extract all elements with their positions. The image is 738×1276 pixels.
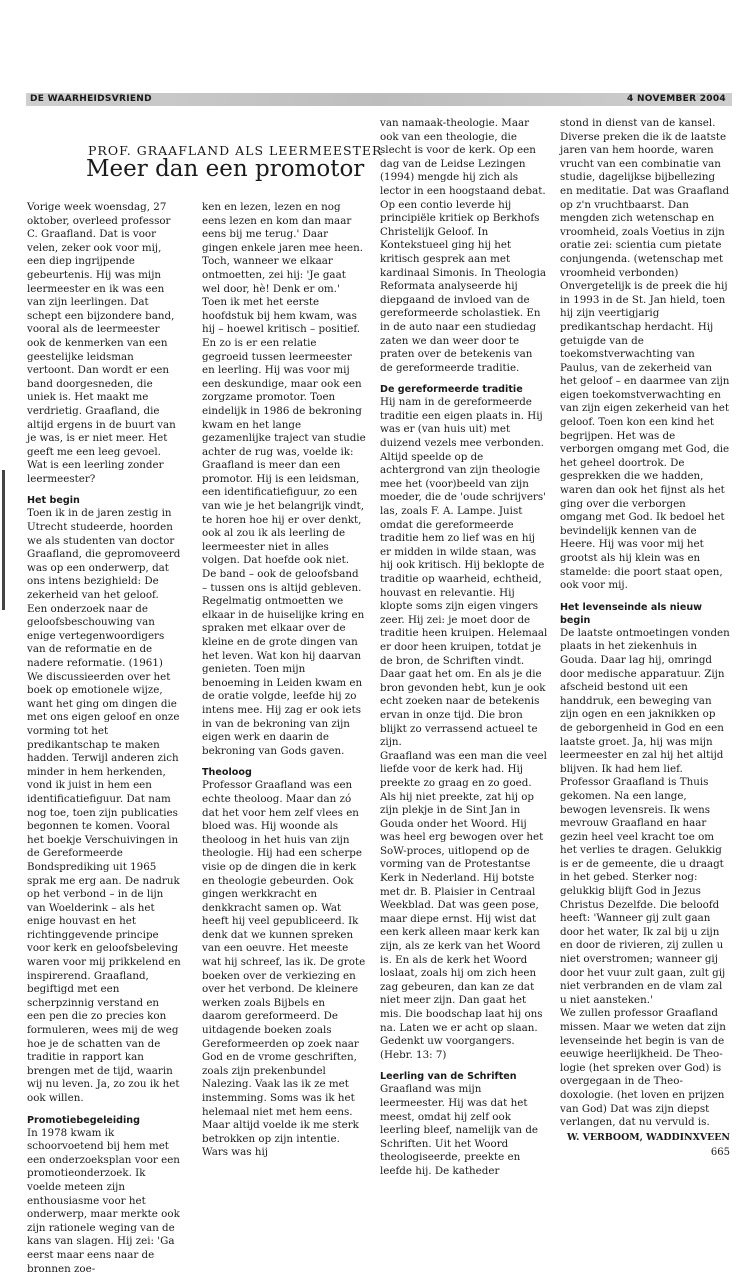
publication-name: DE WAARHEIDSVRIEND xyxy=(30,94,152,104)
article-title: Meer dan een promotor xyxy=(86,156,365,182)
intro-paragraph: Vorige week woensdag, 27 oktober, overleed professor C. Graafland. Dat is voor velen, zeker ook voor mij, een diep ingrijpende gebeurtenis. Hij was mijn leermeester en ik was een van zijn leerlingen. Dat schept een bijzondere band, vooral als de leermeester ook de kenmerken van een geestelijke leidsman vertoont. Dan wordt er een band doorgesneden, die uniek is. Het maakt me verdrietig. Graafland, die altijd ergens in de buurt van je was, is er niet meer. Het geeft me een leeg gevoel. Wat is een leerling zonder leermeester? xyxy=(27,201,176,485)
col4-paragraph-2: Onvergetelijk is de preek die hij in 1993 in de St. Jan hield, toen hij zijn veertigjarig predikantschap herdacht. Hij getuigde van de toekomstverwachting van Paulus, van de zekerheid van het geloof – en daarmee van zijn eigen toekomstverwachting en van zijn eigen zekerheid van het geloof. Toen kon een kind het begrijpen. Het was de verborgen omgang met God, die het geheel doortrok. De gesprekken die we hadden, waren dan ook het fijnst als het ging over die verborgen omgang met God. Ik bedoel het bevindelijk kennen van de Heere. Hij was voor mij het grootst als hij klein was en stamelde: die poort staat open, ook voor mij. xyxy=(560,280,730,592)
begin-paragraph: Toen ik in de jaren zestig in Utrecht studeerde, hoorden we als studenten van doctor Graafland, die gepromoveerd was op een onderwerp, dat ons intens bezighield: De zekerheid van het geloof. Een onderzoek naar de geloofsbeschouwing van enige vertegenwoordigers van de reformatie en de nadere reformatie. (1961) We discussieerden over het boek op emotionele wijze, want het ging om dingen die met ons eigen geloof en onze vorming tot het predikantschap te maken hadden. Terwijl anderen zich minder in hem herkenden, vond ik juist in hem een identificatiefiguur. Dat nam nog toe, toen zijn publicaties begonnen te komen. Vooral het boekje Verschuivingen in de Gereformeerde Bondsprediking uit 1965 sprak me erg aan. De nadruk op het verbond – in de lijn van Woelderink – als het enige houvast en het richtinggevende principe voor kerk en geloofsbeleving waren voor mij prikkelend en inspirerend. Graafland, begiftigd met een scherpzinnig verstand en een pen die zo precies kon formuleren, wees mij de weg hoe je de schatten van de traditie in rapport kan brengen met de tijd, waarin wij nu leven. Ja, zo zou ik het ook willen. xyxy=(27,507,181,1104)
col4-paragraph-1: stond in dienst van de kansel. Diverse preken die ik de laatste jaren van hem hoorde, waren vrucht van een combinatie van studie, dagelijkse bijbellezing en meditatie. Dat was Graafland op z'n vruchtbaarst. Dan mengden zich wetenschap en vroomheid, zoals Voetius in zijn oratie zei: scientia cum pietate conjungenda. (wetenschap met vroomheid verbonden) xyxy=(560,117,730,279)
col4-paragraph-3: We zullen professor Graafland missen. Maar we weten dat zijn levenseinde het begin is van de eeuwige heerlijkheid. De Theo-logie (het spreken over God) is overgegaan in de Theo-doxologie. (het loven en prijzen van God) Dat was zijn diepst verlangen, dat nu vervuld is. xyxy=(560,1007,726,1129)
promotie-paragraph: In 1978 kwam ik schoorvoetend bij hem met een onderzoeksplan voor een promotieonderzoek. Ik voelde meteen zijn enthousiasme voor het onderwerp, maar merkte ook zijn rationele weging van de kans van slagen. Hij zei: 'Ga eerst maar eens naar de bronnen zoe- xyxy=(27,1126,180,1275)
column-4 xyxy=(560,117,730,1160)
subheading-theoloog: Theoloog xyxy=(202,767,252,779)
subheading-promotiebegeleiding: Promotiebegeleiding xyxy=(27,1114,141,1126)
col2-paragraph-2: De band – ook de geloofsband – tussen ons is altijd gebleven. Regelmatig ontmoetten we elkaar in de huiselijke kring en spraken met elkaar over de kleine en de grote dingen van het leven. Wat kon hij daarvan genieten. Toen mijn benoeming in Leiden kwam en de oratie volgde, leefde hij zo intens mee. Hij zag er ook iets in van de bekroning van zijn eigen werk en daarin de bekroning van Gods gaven. xyxy=(202,568,365,757)
subheading-leerling: Leerling van de Schriften xyxy=(380,1071,517,1083)
levenseinde-paragraph: De laatste ontmoetingen vonden plaats in het ziekenhuis in Gouda. Daar lag hij, omringd door medische apparatuur. Zijn afscheid bestond uit een handdruk, een beweging van zijn ogen en een jaknikken op de geborgenheid in God en een laatste groet. Ja, hij was mijn leermeester en zal hij het altijd blijven. Ik had hem lief. Professor Graafland is Thuis gekomen. Na een lange, bewogen levensreis. Ik wens mevrouw Graafland en haar gezin heel veel kracht toe om het verlies te dragen. Gelukkig is er de gemeente, die u draagt in het gebed. Sterker nog: gelukkig blijft God in Jezus Christus Dezelfde. Die beloofd heeft: 'Wanneer gij zult gaan door het water, Ik zal bij u zijn en door de rivieren, zij zullen u niet overstromen; wanneer gij door het vuur zult gaan, zult gij niet verbranden en de vlam zal u niet aansteken.' xyxy=(560,626,730,1006)
issue-date: 4 NOVEMBER 2004 xyxy=(626,94,726,104)
col2-paragraph-1: ken en lezen, lezen en nog eens lezen en kom dan maar eens bij me terug.' Daar gingen enkele jaren mee heen. Toch, wanneer we elkaar ontmoetten, zei hij: 'Je gaat wel door, hè! Denk er om.' Toen ik met het eerste hoofdstuk bij hem kwam, was hij – hoewel kritisch – positief. En zo is er een relatie gegroeid tussen leermeester en leerling. Hij was voor mij een deskundige, maar ook een zorgzame promotor. Toen eindelijk in 1986 de bekroning kwam en het lange gezamenlijke traject van studie achter de rug was, voelde ik: Graafland is meer dan een promotor. Hij is een leidsman, een identificatiefiguur, zo een van wie je het belangrijk vindt, te horen hoe hij er over denkt, ook al zou ik als leerling de leermeester niet in alles volgen. Dat hoefde ook niet. xyxy=(202,201,366,567)
leerling-paragraph: Graafland was mijn leermeester. Hij was dat het meest, omdat hij zelf ook leerling bleef, namelijk van de Schriften. Uit het Woord theologiseerde, preekte en leefde hij. De katheder xyxy=(380,1083,539,1177)
theoloog-paragraph: Professor Graafland was een echte theoloog. Maar dan zó dat het voor hem zelf vlees en bloed was. Hij woonde als theoloog in het huis van zijn theologie. Hij had een scherpe visie op de dingen die in kerk en theologie gebeurden. Ook gingen werkkracht en denkkracht samen op. Wat heeft hij veel gepubliceerd. Ik denk dat we kunnen spreken van een oeuvre. Het meeste wat hij schreef, las ik. De grote boeken over de verkiezing en over het verbond. De kleinere werken zoals Bijbels en daarom gereformeerd. De uitdagende boeken zoals Gereformeerden op zoek naar God en de vrome geschriften, zoals zijn prekenbundel Nalezing. Vaak las ik ze met instemming. Soms was ik het helemaal niet met hem eens. Maar altijd voelde ik me sterk betrokken op zijn intentie. Wars was hij xyxy=(202,779,366,1159)
masthead-band xyxy=(26,93,732,106)
article-kicker: PROF. GRAAFLAND ALS LEERMEESTER xyxy=(88,143,383,158)
author-signature: W. VERBOOM, WADDINXVEEN xyxy=(567,1131,730,1143)
subheading-levenseinde: Het levenseinde als nieuw begin xyxy=(560,601,703,626)
column-3 xyxy=(380,117,548,1179)
page-number: 665 xyxy=(710,1147,730,1159)
column-1 xyxy=(27,201,181,1276)
col3-paragraph-2: Graafland was een man die veel liefde voor de kerk had. Hij preekte zo graag en zo goed. Als hij niet preekte, zat hij op zijn plekje in de Sint Jan in Gouda onder het Woord. Hij was heel erg bewogen over het SoW-proces, uitlopend op de vorming van de Protestantse Kerk in Nederland. Hij botste met dr. B. Plaisier in Centraal Weekblad. Dat was geen pose, maar diepe ernst. Hij wist dat een kerk alleen maar kerk kan zijn, als ze kerk van het Woord is. En als de kerk het Woord loslaat, zoals hij om zich heen zag gebeuren, dan kan ze dat niet meer zijn. Dan gaat het mis. Die boodschap laat hij ons na. Laten we er acht op slaan. Gedenkt uw voorgangers. (Hebr. 13: 7) xyxy=(380,749,547,1061)
col3-paragraph-1: van namaak-theologie. Maar ook van een theologie, die slecht is voor de kerk. Op een dag van de Leidse Lezingen (1994) mengde hij zich als lector in een hoogstaand debat. Op een contio leverde hij principiële kritiek op Berkhofs Christelijk Geloof. In Kontekstueel ging hij het kritisch gesprek aan met kardinaal Simonis. In Theologia Reformata analyseerde hij diepgaand de invloed van de gereformeerde scholastiek. En in de auto naar een studiedag zaten we dan weer door te praten over de betekenis van de gereformeerde traditie. xyxy=(380,117,547,374)
subheading-gereformeerde-traditie: De gereformeerde traditie xyxy=(380,384,523,396)
subheading-het-begin: Het begin xyxy=(27,495,80,507)
column-2 xyxy=(202,201,366,1160)
scan-edge-mark xyxy=(2,470,5,610)
traditie-paragraph: Hij nam in de gereformeerde traditie een eigen plaats in. Hij was er (van huis uit) met duizend vezels mee verbonden. Altijd speelde op de achtergrond van zijn theologie mee het (voor)beeld van zijn moeder, die de 'oude schrijvers' las, zoals F. A. Lampe. Juist omdat die gereformeerde traditie hem zo lief was en hij er midden in wilde staan, was hij ook kritisch. Hij beklopte de traditie op waarheid, echtheid, houvast en relevantie. Hij klopte soms zijn eigen vingers zeer. Hij zei: je moet door de traditie heen kruipen. Helemaal er door heen kruipen, totdat je de bron, de Schriften vindt. Daar gaat het om. En als je die bron gevonden hebt, kun je ook echt zoeken naar de betekenis ervan in onze tijd. Die bron blijkt zo verrassend actueel te zijn. xyxy=(380,396,548,749)
